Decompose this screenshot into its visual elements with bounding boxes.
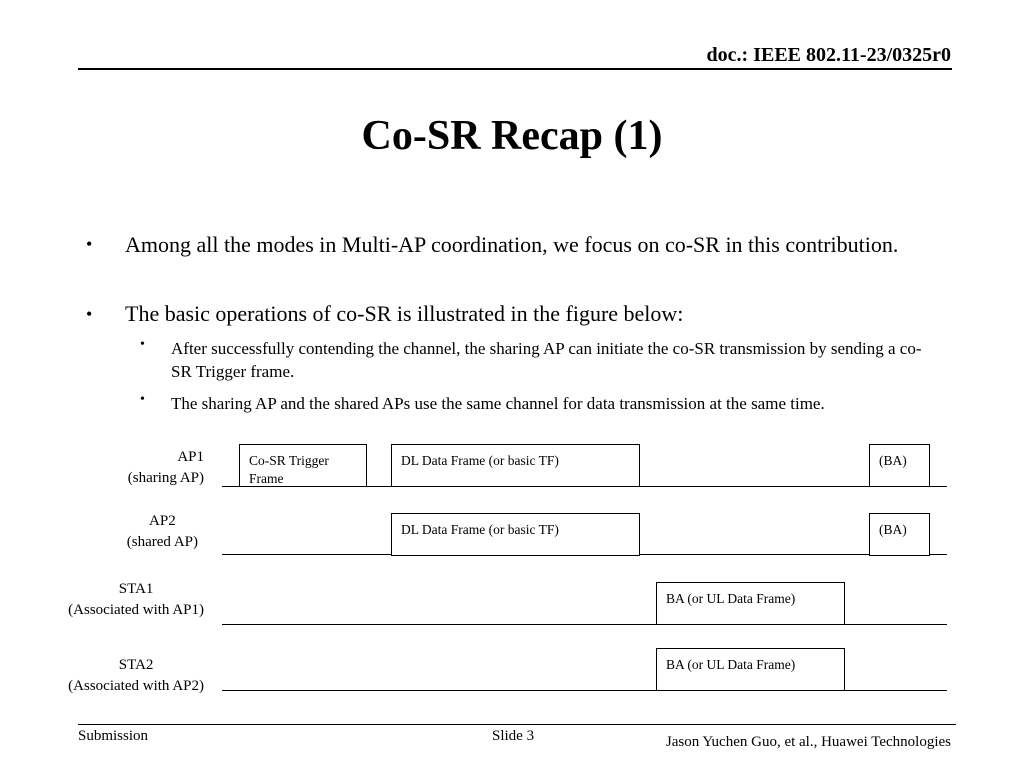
lane-label-sta1 — [68, 579, 204, 621]
lane-role: (Associated with AP2) — [68, 678, 204, 694]
sub-bullet-marker: • — [140, 392, 145, 407]
lane-role: (sharing AP) — [127, 470, 204, 486]
bullet-marker: • — [86, 234, 93, 254]
ba-ul-data-frame-box: BA (or UL Data Frame) — [656, 648, 845, 691]
header-divider — [78, 68, 952, 70]
dl-data-frame-box: DL Data Frame (or basic TF) — [391, 444, 640, 487]
lane-label-ap1 — [128, 447, 204, 489]
footer-slide-number: Slide 3 — [492, 728, 535, 744]
bullet-text: The basic operations of co-SR is illustrated in the figure below: — [125, 301, 684, 326]
lane-role: (Associated with AP1) — [68, 602, 204, 618]
lane-label-sta2 — [68, 655, 204, 697]
footer-submission: Submission — [78, 728, 149, 744]
bullet-marker: • — [86, 304, 93, 324]
lane-name: STA1 — [118, 581, 154, 597]
lane-label-ap2 — [127, 511, 198, 553]
slide-title: Co-SR Recap (1) — [361, 113, 663, 159]
lane-role: (shared AP) — [126, 534, 198, 550]
lane-name: AP2 — [149, 513, 176, 529]
footer-authors: Jason Yuchen Guo, et al., Huawei Technologies — [665, 734, 951, 750]
bullet-text: Among all the modes in Multi-AP coordination, we focus on co-SR in this contribution. — [125, 232, 899, 257]
ba-frame-box: (BA) — [869, 444, 930, 487]
ba-ul-data-frame-box: BA (or UL Data Frame) — [656, 582, 845, 625]
footer-divider — [78, 724, 956, 725]
lane-name: STA2 — [118, 657, 154, 673]
sub-bullet-marker: • — [140, 337, 145, 352]
lane-name: AP1 — [177, 449, 204, 465]
ba-frame-box: (BA) — [869, 513, 930, 556]
sub-bullet-text: The sharing AP and the shared APs use the same channel for data transmission at the same time. — [171, 394, 825, 413]
document-id: doc.: IEEE 802.11-23/0325r0 — [706, 44, 951, 66]
co-sr-trigger-frame-box: Co-SR Trigger Frame — [239, 444, 367, 487]
dl-data-frame-box: DL Data Frame (or basic TF) — [391, 513, 640, 556]
sub-bullet-text: After successfully contending the channel, the sharing AP can initiate the co-SR transmission by sending a co-SR Trigger frame. — [171, 339, 922, 381]
